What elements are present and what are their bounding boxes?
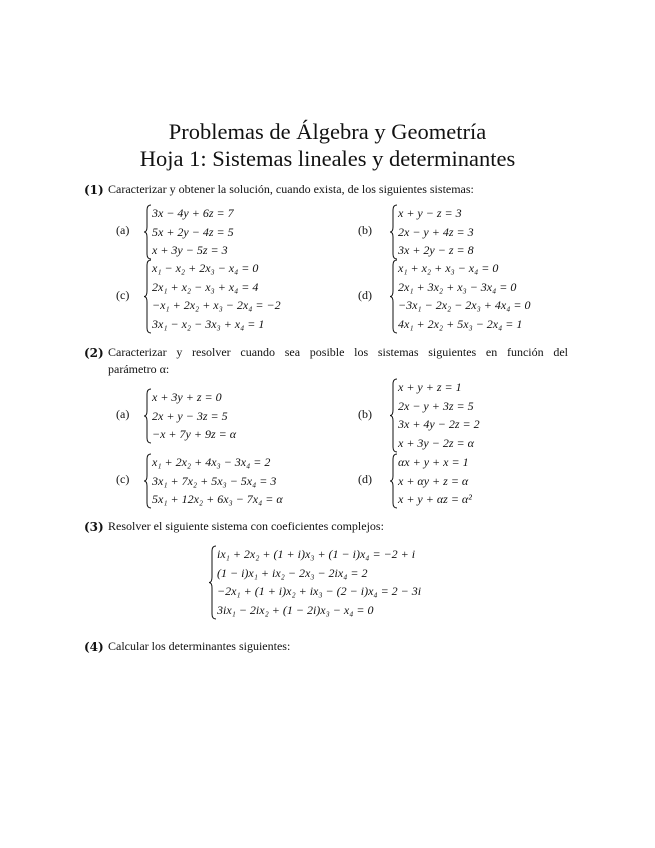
equation: 2x₁ + 3x₂ + x₃ − 3x₄ = 0	[398, 279, 517, 294]
left-brace-icon	[143, 453, 152, 509]
left-brace-icon	[389, 378, 398, 453]
equation: x₁ − x₂ + 2x₃ − x₄ = 0	[152, 261, 259, 275]
doc-title-line2: Hoja 1: Sistemas lineales y determinantes	[139, 146, 516, 171]
doc-title-line1: Problemas de Álgebra y Geometría	[168, 119, 487, 144]
system-1d-label: (d)	[358, 288, 372, 302]
problem-4-number: (4)	[84, 640, 104, 654]
problem-2-number: (2)	[84, 346, 104, 360]
left-brace-icon	[143, 204, 152, 260]
problem-1-number: (1)	[84, 183, 104, 197]
left-brace-icon	[389, 453, 398, 509]
equation: x + 3y + z = 0	[152, 390, 222, 404]
equation: x + 3y − 5z = 3	[152, 243, 228, 257]
equation: 2x₁ + x₂ − x₃ + x₄ = 4	[152, 279, 259, 294]
equation: 5x + 2y − 4z = 5	[152, 224, 234, 239]
equation: 5x₁ + 12x₂ + 6x₃ − 7x₄ = α	[152, 492, 283, 506]
equation: x + αy + z = α	[398, 473, 469, 488]
left-brace-icon	[389, 259, 398, 334]
system-1b-label: (b)	[358, 223, 372, 237]
system-2a-label: (a)	[116, 407, 130, 421]
equation: −2x₁ + (1 + i)x₂ + ix₃ − (2 − i)x₄ = 2 − 3i	[217, 584, 422, 599]
left-brace-icon	[143, 259, 152, 334]
equation: x₁ + 2x₂ + 4x₃ − 3x₄ = 2	[152, 455, 271, 469]
equation: x + y + αz = α²	[398, 492, 472, 506]
equation: x + 3y − 2z = α	[398, 435, 474, 450]
equation: 4x₁ + 2x₂ + 5x₃ − 2x₄ = 1	[398, 316, 523, 331]
equation: (1 − i)x₁ + ix₂ − 2x₃ − 2ix₄ = 2	[217, 565, 368, 580]
equation: −x₁ + 2x₂ + x₃ − 2x₄ = −2	[152, 298, 281, 313]
problem-4-text: Calcular los determinantes siguientes:	[108, 639, 291, 653]
equation: 3x + 4y − 2z = 2	[398, 417, 480, 432]
equation: αx + y + x = 1	[398, 455, 469, 469]
equation: ix₁ + 2x₂ + (1 + i)x₃ + (1 − i)x₄ = −2 + i	[217, 547, 416, 561]
equation: 3x + 2y − z = 8	[398, 243, 474, 257]
system-2b-label: (b)	[358, 407, 372, 421]
left-brace-icon	[389, 204, 398, 260]
equation: 3x₁ + 7x₂ + 5x₃ − 5x₄ = 3	[152, 473, 277, 488]
problem-3-number: (3)	[84, 520, 104, 534]
equation: 3x − 4y + 6z = 7	[152, 206, 234, 220]
equation: x + y − z = 3	[398, 206, 462, 220]
equation: 2x − y + 4z = 3	[398, 224, 474, 239]
problem-1-text: Caracterizar y obtener la solución, cuando exista, de los siguientes sistemas:	[108, 182, 474, 196]
equation: 2x − y + 3z = 5	[398, 398, 474, 413]
equation: 3ix₁ − 2ix₂ + (1 − 2i)x₃ − x₄ = 0	[217, 602, 374, 617]
system-1c-label: (c)	[116, 288, 130, 302]
equation: x₁ + x₂ + x₃ − x₄ = 0	[398, 261, 499, 275]
problem-2-text-line1: Caracterizar y resolver cuando sea posible los sistemas siguientes en función del	[108, 345, 568, 359]
left-brace-icon	[208, 545, 217, 620]
problem-3-text: Resolver el siguiente sistema con coeficientes complejos:	[108, 519, 384, 533]
equation: 2x + y − 3z = 5	[152, 408, 228, 423]
equation: −3x₁ − 2x₂ − 2x₃ + 4x₄ = 0	[398, 298, 531, 313]
equation: x + y + z = 1	[398, 380, 462, 394]
system-2c-label: (c)	[116, 472, 130, 486]
equation: −x + 7y + 9z = α	[152, 427, 237, 441]
left-brace-icon	[143, 388, 152, 444]
equation: 3x₁ − x₂ − 3x₃ + x₄ = 1	[152, 316, 265, 331]
system-2d-label: (d)	[358, 472, 372, 486]
problem-2-text-line2: parámetro α:	[108, 362, 170, 376]
system-1a-label: (a)	[116, 223, 130, 237]
